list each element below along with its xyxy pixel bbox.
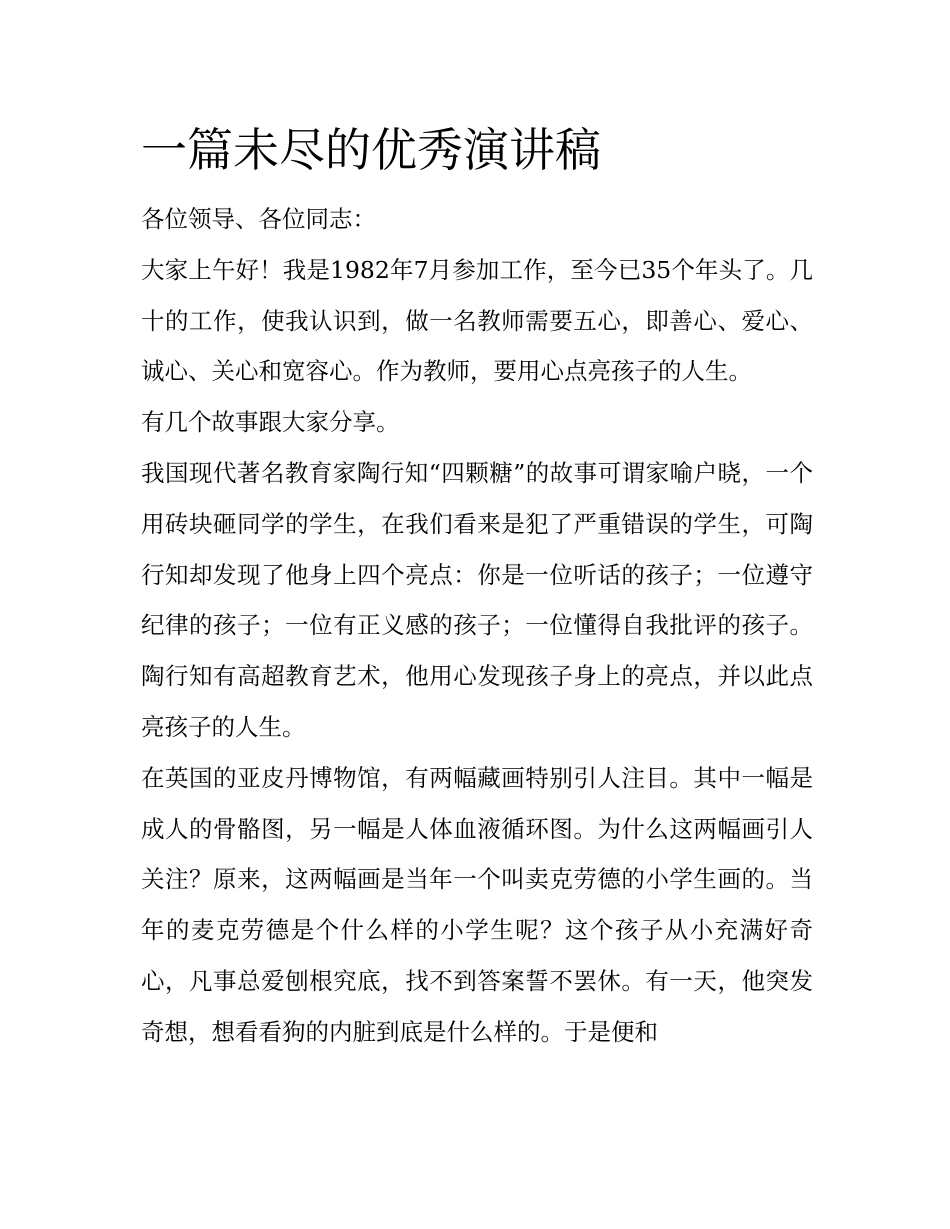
document-title: 一篇未尽的优秀演讲稿	[141, 123, 601, 177]
paragraph-greeting: 大家上午好！我是1982年7月参加工作，至今已35个年头了。几十的工作，使我认识到，做一名教师需要五心，即善心、爱心、诚心、关心和宽容心。作为教师，要用心点亮孩子的人生。	[141, 255, 813, 386]
paragraph-story-tao: 我国现代著名教育家陶行知“四颗糖”的故事可谓家喻户晓，一个用砖块砸同学的学生，在我们看来是犯了严重错误的学生，可陶行知却发现了他身上四个亮点：你是一位听话的孩子；一位遵守纪律的孩子；一位有正义感的孩子；一位懂得自我批评的孩子。陶行知有高超教育艺术，他用心发现孩子身上的亮点，并以此点亮孩子的人生。	[141, 458, 813, 741]
paragraph-story-museum: 在英国的亚皮丹博物馆，有两幅藏画特别引人注目。其中一幅是成人的骨骼图，另一幅是人体血液循环图。为什么这两幅画引人关注？原来，这两幅画是当年一个叫卖克劳德的小学生画的。当年的麦克劳德是个什么样的小学生呢？这个孩子从小充满好奇心，凡事总爱刨根究底，找不到答案誓不罢休。有一天，他突发奇想，想看看狗的内脏到底是什么样的。于是便和	[141, 763, 813, 1046]
document-body	[141, 118, 813, 1058]
paragraph-salutation: 各位领导、各位同志：	[141, 205, 376, 233]
paragraph-intro: 有几个故事跟大家分享。	[141, 408, 400, 437]
